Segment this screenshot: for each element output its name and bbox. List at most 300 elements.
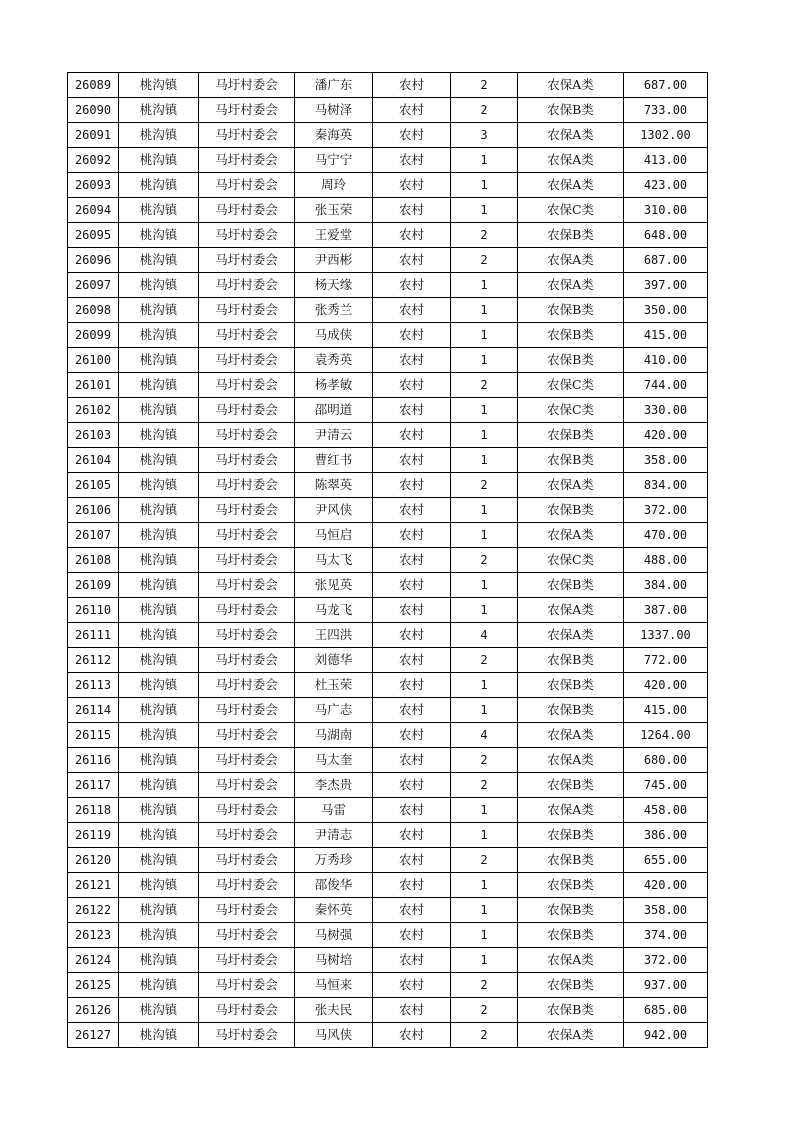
name-cell: 刘德华	[295, 648, 373, 673]
name-cell: 杨孝敏	[295, 373, 373, 398]
insurance-category-cell: 农保A类	[518, 948, 624, 973]
insurance-category-cell: 农保B类	[518, 823, 624, 848]
area-type-cell: 农村	[373, 648, 451, 673]
amount-cell: 410.00	[624, 348, 708, 373]
village-committee-cell: 马圩村委会	[199, 923, 295, 948]
amount-cell: 687.00	[624, 248, 708, 273]
area-type-cell: 农村	[373, 473, 451, 498]
record-id-cell: 26104	[68, 448, 119, 473]
table-row	[68, 173, 708, 198]
insurance-category-cell: 农保B类	[518, 673, 624, 698]
table-row	[68, 998, 708, 1023]
insurance-category-cell: 农保A类	[518, 598, 624, 623]
insurance-category-cell: 农保A类	[518, 148, 624, 173]
table-row	[68, 323, 708, 348]
village-committee-cell: 马圩村委会	[199, 523, 295, 548]
record-id-cell: 26094	[68, 198, 119, 223]
table-row	[68, 973, 708, 998]
household-count-cell: 2	[451, 473, 518, 498]
area-type-cell: 农村	[373, 973, 451, 998]
amount-cell: 372.00	[624, 498, 708, 523]
amount-cell: 733.00	[624, 98, 708, 123]
table-row	[68, 273, 708, 298]
record-id-cell: 26123	[68, 923, 119, 948]
table-row	[68, 673, 708, 698]
name-cell: 马太飞	[295, 548, 373, 573]
record-id-cell: 26102	[68, 398, 119, 423]
village-committee-cell: 马圩村委会	[199, 548, 295, 573]
household-count-cell: 1	[451, 823, 518, 848]
table-row	[68, 148, 708, 173]
amount-cell: 937.00	[624, 973, 708, 998]
household-count-cell: 2	[451, 998, 518, 1023]
table-row	[68, 698, 708, 723]
record-id-cell: 26097	[68, 273, 119, 298]
household-count-cell: 2	[451, 648, 518, 673]
village-committee-cell: 马圩村委会	[199, 348, 295, 373]
record-id-cell: 26091	[68, 123, 119, 148]
town-cell: 桃沟镇	[119, 73, 199, 98]
household-count-cell: 2	[451, 773, 518, 798]
household-count-cell: 1	[451, 923, 518, 948]
name-cell: 邵明道	[295, 398, 373, 423]
amount-cell: 415.00	[624, 323, 708, 348]
table-row	[68, 573, 708, 598]
town-cell: 桃沟镇	[119, 573, 199, 598]
town-cell: 桃沟镇	[119, 173, 199, 198]
name-cell: 邵俊华	[295, 873, 373, 898]
table-row	[68, 473, 708, 498]
table-row	[68, 398, 708, 423]
amount-cell: 687.00	[624, 73, 708, 98]
name-cell: 秦怀英	[295, 898, 373, 923]
record-id-cell: 26117	[68, 773, 119, 798]
name-cell: 张秀兰	[295, 298, 373, 323]
town-cell: 桃沟镇	[119, 498, 199, 523]
record-id-cell: 26126	[68, 998, 119, 1023]
table-row	[68, 923, 708, 948]
amount-cell: 744.00	[624, 373, 708, 398]
village-committee-cell: 马圩村委会	[199, 698, 295, 723]
town-cell: 桃沟镇	[119, 98, 199, 123]
insurance-category-cell: 农保A类	[518, 798, 624, 823]
table-row	[68, 523, 708, 548]
name-cell: 马恒启	[295, 523, 373, 548]
table-row	[68, 723, 708, 748]
household-count-cell: 1	[451, 523, 518, 548]
amount-cell: 397.00	[624, 273, 708, 298]
insurance-category-cell: 农保B类	[518, 873, 624, 898]
amount-cell: 648.00	[624, 223, 708, 248]
town-cell: 桃沟镇	[119, 398, 199, 423]
village-committee-cell: 马圩村委会	[199, 998, 295, 1023]
household-count-cell: 1	[451, 698, 518, 723]
household-count-cell: 2	[451, 548, 518, 573]
insurance-category-cell: 农保B类	[518, 498, 624, 523]
area-type-cell: 农村	[373, 148, 451, 173]
town-cell: 桃沟镇	[119, 448, 199, 473]
record-id-cell: 26116	[68, 748, 119, 773]
area-type-cell: 农村	[373, 823, 451, 848]
table-row	[68, 873, 708, 898]
insurance-category-cell: 农保B类	[518, 573, 624, 598]
town-cell: 桃沟镇	[119, 623, 199, 648]
amount-cell: 384.00	[624, 573, 708, 598]
area-type-cell: 农村	[373, 873, 451, 898]
village-committee-cell: 马圩村委会	[199, 398, 295, 423]
record-id-cell: 26100	[68, 348, 119, 373]
area-type-cell: 农村	[373, 748, 451, 773]
name-cell: 马龙飞	[295, 598, 373, 623]
name-cell: 李杰贵	[295, 773, 373, 798]
name-cell: 马宁宁	[295, 148, 373, 173]
record-id-cell: 26114	[68, 698, 119, 723]
town-cell: 桃沟镇	[119, 273, 199, 298]
records-table	[67, 72, 708, 1048]
table-row	[68, 1023, 708, 1048]
village-committee-cell: 马圩村委会	[199, 873, 295, 898]
name-cell: 马太奎	[295, 748, 373, 773]
village-committee-cell: 马圩村委会	[199, 1023, 295, 1048]
insurance-category-cell: 农保A类	[518, 248, 624, 273]
area-type-cell: 农村	[373, 223, 451, 248]
household-count-cell: 2	[451, 973, 518, 998]
village-committee-cell: 马圩村委会	[199, 123, 295, 148]
table-row	[68, 648, 708, 673]
village-committee-cell: 马圩村委会	[199, 448, 295, 473]
table-row	[68, 773, 708, 798]
insurance-category-cell: 农保A类	[518, 73, 624, 98]
household-count-cell: 2	[451, 223, 518, 248]
insurance-category-cell: 农保C类	[518, 373, 624, 398]
town-cell: 桃沟镇	[119, 423, 199, 448]
record-id-cell: 26090	[68, 98, 119, 123]
household-count-cell: 2	[451, 98, 518, 123]
name-cell: 袁秀英	[295, 348, 373, 373]
table-row	[68, 848, 708, 873]
record-id-cell: 26092	[68, 148, 119, 173]
table-row	[68, 98, 708, 123]
name-cell: 杨天缘	[295, 273, 373, 298]
area-type-cell: 农村	[373, 1023, 451, 1048]
table-row	[68, 198, 708, 223]
record-id-cell: 26120	[68, 848, 119, 873]
insurance-category-cell: 农保A类	[518, 523, 624, 548]
town-cell: 桃沟镇	[119, 948, 199, 973]
household-count-cell: 2	[451, 1023, 518, 1048]
household-count-cell: 1	[451, 798, 518, 823]
table-row	[68, 498, 708, 523]
insurance-category-cell: 农保B类	[518, 848, 624, 873]
household-count-cell: 1	[451, 598, 518, 623]
insurance-category-cell: 农保A类	[518, 273, 624, 298]
insurance-category-cell: 农保B类	[518, 98, 624, 123]
amount-cell: 680.00	[624, 748, 708, 773]
insurance-category-cell: 农保B类	[518, 923, 624, 948]
amount-cell: 458.00	[624, 798, 708, 823]
name-cell: 马恒来	[295, 973, 373, 998]
town-cell: 桃沟镇	[119, 973, 199, 998]
name-cell: 张见英	[295, 573, 373, 598]
record-id-cell: 26101	[68, 373, 119, 398]
record-id-cell: 26121	[68, 873, 119, 898]
amount-cell: 655.00	[624, 848, 708, 873]
area-type-cell: 农村	[373, 198, 451, 223]
village-committee-cell: 马圩村委会	[199, 473, 295, 498]
amount-cell: 358.00	[624, 448, 708, 473]
amount-cell: 358.00	[624, 898, 708, 923]
area-type-cell: 农村	[373, 623, 451, 648]
village-committee-cell: 马圩村委会	[199, 648, 295, 673]
insurance-category-cell: 农保B类	[518, 298, 624, 323]
amount-cell: 420.00	[624, 873, 708, 898]
amount-cell: 1302.00	[624, 123, 708, 148]
household-count-cell: 1	[451, 273, 518, 298]
area-type-cell: 农村	[373, 898, 451, 923]
table-row	[68, 623, 708, 648]
insurance-category-cell: 农保C类	[518, 548, 624, 573]
village-committee-cell: 马圩村委会	[199, 898, 295, 923]
amount-cell: 423.00	[624, 173, 708, 198]
record-id-cell: 26099	[68, 323, 119, 348]
amount-cell: 374.00	[624, 923, 708, 948]
name-cell: 马树强	[295, 923, 373, 948]
household-count-cell: 1	[451, 873, 518, 898]
town-cell: 桃沟镇	[119, 673, 199, 698]
village-committee-cell: 马圩村委会	[199, 823, 295, 848]
insurance-category-cell: 农保A类	[518, 623, 624, 648]
household-count-cell: 2	[451, 848, 518, 873]
amount-cell: 330.00	[624, 398, 708, 423]
town-cell: 桃沟镇	[119, 523, 199, 548]
area-type-cell: 农村	[373, 323, 451, 348]
area-type-cell: 农村	[373, 598, 451, 623]
area-type-cell: 农村	[373, 848, 451, 873]
town-cell: 桃沟镇	[119, 923, 199, 948]
record-id-cell: 26113	[68, 673, 119, 698]
town-cell: 桃沟镇	[119, 373, 199, 398]
village-committee-cell: 马圩村委会	[199, 173, 295, 198]
town-cell: 桃沟镇	[119, 473, 199, 498]
name-cell: 马湖南	[295, 723, 373, 748]
village-committee-cell: 马圩村委会	[199, 423, 295, 448]
household-count-cell: 1	[451, 323, 518, 348]
household-count-cell: 3	[451, 123, 518, 148]
household-count-cell: 1	[451, 898, 518, 923]
town-cell: 桃沟镇	[119, 323, 199, 348]
table-row	[68, 798, 708, 823]
name-cell: 陈翠英	[295, 473, 373, 498]
town-cell: 桃沟镇	[119, 748, 199, 773]
table-row	[68, 748, 708, 773]
town-cell: 桃沟镇	[119, 248, 199, 273]
table-body	[68, 73, 708, 1048]
town-cell: 桃沟镇	[119, 348, 199, 373]
insurance-category-cell: 农保C类	[518, 198, 624, 223]
household-count-cell: 2	[451, 748, 518, 773]
insurance-category-cell: 农保A类	[518, 748, 624, 773]
household-count-cell: 1	[451, 148, 518, 173]
record-id-cell: 26106	[68, 498, 119, 523]
household-count-cell: 1	[451, 348, 518, 373]
area-type-cell: 农村	[373, 523, 451, 548]
area-type-cell: 农村	[373, 723, 451, 748]
record-id-cell: 26127	[68, 1023, 119, 1048]
record-id-cell: 26098	[68, 298, 119, 323]
village-committee-cell: 马圩村委会	[199, 573, 295, 598]
insurance-category-cell: 农保A类	[518, 723, 624, 748]
household-count-cell: 1	[451, 198, 518, 223]
amount-cell: 310.00	[624, 198, 708, 223]
table-row	[68, 823, 708, 848]
insurance-category-cell: 农保A类	[518, 1023, 624, 1048]
village-committee-cell: 马圩村委会	[199, 623, 295, 648]
village-committee-cell: 马圩村委会	[199, 148, 295, 173]
village-committee-cell: 马圩村委会	[199, 723, 295, 748]
area-type-cell: 农村	[373, 698, 451, 723]
record-id-cell: 26110	[68, 598, 119, 623]
record-id-cell: 26122	[68, 898, 119, 923]
amount-cell: 415.00	[624, 698, 708, 723]
name-cell: 尹风侠	[295, 498, 373, 523]
town-cell: 桃沟镇	[119, 848, 199, 873]
town-cell: 桃沟镇	[119, 198, 199, 223]
town-cell: 桃沟镇	[119, 148, 199, 173]
amount-cell: 387.00	[624, 598, 708, 623]
amount-cell: 1264.00	[624, 723, 708, 748]
table-row	[68, 73, 708, 98]
record-id-cell: 26111	[68, 623, 119, 648]
area-type-cell: 农村	[373, 423, 451, 448]
table-row	[68, 898, 708, 923]
record-id-cell: 26108	[68, 548, 119, 573]
household-count-cell: 2	[451, 248, 518, 273]
town-cell: 桃沟镇	[119, 798, 199, 823]
village-committee-cell: 马圩村委会	[199, 973, 295, 998]
name-cell: 马树泽	[295, 98, 373, 123]
area-type-cell: 农村	[373, 273, 451, 298]
amount-cell: 488.00	[624, 548, 708, 573]
area-type-cell: 农村	[373, 948, 451, 973]
insurance-category-cell: 农保B类	[518, 423, 624, 448]
household-count-cell: 1	[451, 423, 518, 448]
table-row	[68, 298, 708, 323]
town-cell: 桃沟镇	[119, 823, 199, 848]
record-id-cell: 26093	[68, 173, 119, 198]
town-cell: 桃沟镇	[119, 223, 199, 248]
table-row	[68, 448, 708, 473]
household-count-cell: 1	[451, 948, 518, 973]
village-committee-cell: 马圩村委会	[199, 323, 295, 348]
village-committee-cell: 马圩村委会	[199, 98, 295, 123]
name-cell: 张夫民	[295, 998, 373, 1023]
village-committee-cell: 马圩村委会	[199, 798, 295, 823]
record-id-cell: 26107	[68, 523, 119, 548]
village-committee-cell: 马圩村委会	[199, 598, 295, 623]
area-type-cell: 农村	[373, 123, 451, 148]
household-count-cell: 1	[451, 673, 518, 698]
name-cell: 尹清志	[295, 823, 373, 848]
name-cell: 马广志	[295, 698, 373, 723]
area-type-cell: 农村	[373, 773, 451, 798]
insurance-category-cell: 农保B类	[518, 898, 624, 923]
insurance-category-cell: 农保B类	[518, 323, 624, 348]
village-committee-cell: 马圩村委会	[199, 73, 295, 98]
table-row	[68, 423, 708, 448]
area-type-cell: 农村	[373, 248, 451, 273]
name-cell: 马成侠	[295, 323, 373, 348]
village-committee-cell: 马圩村委会	[199, 948, 295, 973]
record-id-cell: 26109	[68, 573, 119, 598]
record-id-cell: 26124	[68, 948, 119, 973]
area-type-cell: 农村	[373, 498, 451, 523]
table-row	[68, 548, 708, 573]
name-cell: 周玲	[295, 173, 373, 198]
name-cell: 杜玉荣	[295, 673, 373, 698]
area-type-cell: 农村	[373, 798, 451, 823]
household-count-cell: 1	[451, 573, 518, 598]
area-type-cell: 农村	[373, 298, 451, 323]
name-cell: 张玉荣	[295, 198, 373, 223]
amount-cell: 745.00	[624, 773, 708, 798]
household-count-cell: 1	[451, 298, 518, 323]
name-cell: 曹红书	[295, 448, 373, 473]
area-type-cell: 农村	[373, 173, 451, 198]
town-cell: 桃沟镇	[119, 873, 199, 898]
town-cell: 桃沟镇	[119, 773, 199, 798]
insurance-category-cell: 农保A类	[518, 123, 624, 148]
amount-cell: 350.00	[624, 298, 708, 323]
table-row	[68, 948, 708, 973]
village-committee-cell: 马圩村委会	[199, 198, 295, 223]
household-count-cell: 2	[451, 73, 518, 98]
village-committee-cell: 马圩村委会	[199, 498, 295, 523]
insurance-category-cell: 农保A类	[518, 173, 624, 198]
record-id-cell: 26095	[68, 223, 119, 248]
village-committee-cell: 马圩村委会	[199, 273, 295, 298]
area-type-cell: 农村	[373, 673, 451, 698]
town-cell: 桃沟镇	[119, 648, 199, 673]
town-cell: 桃沟镇	[119, 298, 199, 323]
insurance-category-cell: 农保B类	[518, 773, 624, 798]
amount-cell: 772.00	[624, 648, 708, 673]
area-type-cell: 农村	[373, 923, 451, 948]
amount-cell: 685.00	[624, 998, 708, 1023]
insurance-category-cell: 农保B类	[518, 998, 624, 1023]
record-id-cell: 26089	[68, 73, 119, 98]
table-row	[68, 373, 708, 398]
insurance-category-cell: 农保B类	[518, 973, 624, 998]
town-cell: 桃沟镇	[119, 898, 199, 923]
amount-cell: 372.00	[624, 948, 708, 973]
record-id-cell: 26115	[68, 723, 119, 748]
name-cell: 万秀珍	[295, 848, 373, 873]
town-cell: 桃沟镇	[119, 723, 199, 748]
village-committee-cell: 马圩村委会	[199, 673, 295, 698]
area-type-cell: 农村	[373, 73, 451, 98]
record-id-cell: 26125	[68, 973, 119, 998]
record-id-cell: 26103	[68, 423, 119, 448]
table-row	[68, 223, 708, 248]
name-cell: 马风侠	[295, 1023, 373, 1048]
table-row	[68, 348, 708, 373]
record-id-cell: 26105	[68, 473, 119, 498]
amount-cell: 834.00	[624, 473, 708, 498]
town-cell: 桃沟镇	[119, 998, 199, 1023]
town-cell: 桃沟镇	[119, 548, 199, 573]
household-count-cell: 1	[451, 398, 518, 423]
insurance-category-cell: 农保A类	[518, 473, 624, 498]
